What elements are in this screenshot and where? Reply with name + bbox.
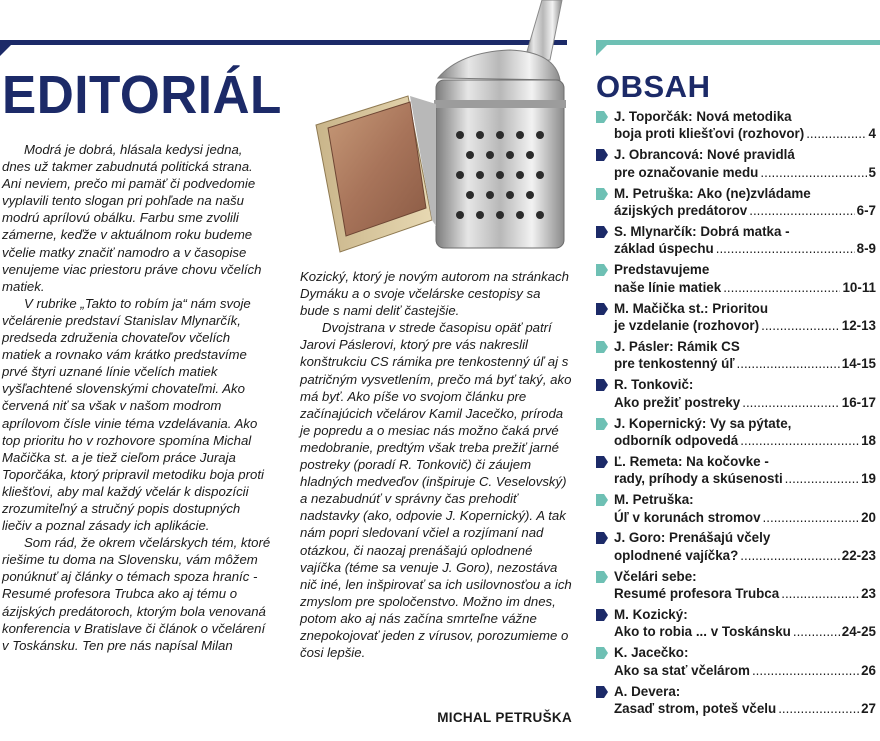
toc-page-number: 24-25 xyxy=(841,624,876,640)
toc-entry-subtitle: ázijských predátorov xyxy=(614,203,748,219)
toc-entry[interactable] xyxy=(596,261,876,296)
header-rule-right-notch xyxy=(596,45,607,56)
toc-entry-title: M. Kozický: xyxy=(614,607,688,623)
table-of-contents xyxy=(596,108,876,721)
editorial-paragraph: Som rád, že okrem včelárskych tém, ktoré riešime tu doma na Slovensku, vám môžem ponúknuť aj články o témach spoza hraníc - Resumé profesora Trubca ako aj tému o ázijských predátoroch, ktorým bola venovaná konferencia v Bratislave či článok o včelárení v Toskánsku. Ten pre nás napísal Milan xyxy=(2,535,271,653)
toc-marker-icon xyxy=(596,264,608,276)
toc-entry[interactable] xyxy=(596,146,876,181)
toc-entry-subtitle: Ako to robia ... v Toskánsku xyxy=(614,624,791,640)
toc-page-number: 23 xyxy=(861,586,876,602)
toc-page-number: 16-17 xyxy=(841,394,876,410)
editorial-column-1 xyxy=(2,141,272,654)
toc-marker-icon xyxy=(596,188,608,200)
toc-dot-leader xyxy=(716,240,855,257)
toc-entry-title: J. Obrancová: Nové pravidlá xyxy=(614,147,795,163)
toc-entry-title: J. Kopernický: Vy sa pýtate, xyxy=(614,415,792,431)
toc-entry-title: J. Toporčák: Nová metodika xyxy=(614,109,792,124)
toc-page-number: 20 xyxy=(861,509,876,525)
toc-entry-subtitle: je vzdelanie (rozhovor) xyxy=(614,317,760,333)
toc-page-number: 18 xyxy=(861,432,876,448)
toc-marker-icon xyxy=(596,686,608,698)
toc-marker-icon xyxy=(596,226,608,238)
toc-dot-leader xyxy=(740,547,839,564)
toc-entry[interactable] xyxy=(596,529,876,564)
toc-marker-icon xyxy=(596,647,608,659)
header-rule-left-notch xyxy=(0,45,11,56)
toc-entry-subtitle: Ako sa stať včelárom xyxy=(614,662,750,678)
toc-entry-subtitle: pre tenkostenný úľ xyxy=(614,356,735,372)
toc-marker-icon xyxy=(596,149,608,161)
toc-entry[interactable] xyxy=(596,644,876,679)
editorial-title: EDITORIÁL xyxy=(2,65,282,125)
editorial-column-2 xyxy=(300,268,572,661)
toc-entry[interactable] xyxy=(596,683,876,718)
toc-page-number: 22-23 xyxy=(841,547,876,563)
toc-entry-title: J. Pásler: Rámik CS xyxy=(614,338,740,354)
toc-marker-icon xyxy=(596,418,608,430)
toc-page-number: 27 xyxy=(861,701,876,717)
toc-entry-title: R. Tonkovič: xyxy=(614,377,694,393)
toc-entry-subtitle: boja proti kliešťovi (rozhovor) xyxy=(614,126,805,142)
toc-entry[interactable] xyxy=(596,185,876,220)
toc-dot-leader xyxy=(778,700,859,717)
toc-dot-leader xyxy=(737,355,840,372)
toc-entry[interactable] xyxy=(596,300,876,335)
toc-entry-title: M. Mačička st.: Prioritou xyxy=(614,300,769,316)
toc-page-number: 10-11 xyxy=(842,279,876,295)
editorial-paragraph: V rubrike „Takto to robím ja“ nám svoje včelárenie predstaví Stanislav Mlynarčík, predseda združenia chovateľov včelích matiek a rovnako vám krátko predstavíme prvé štyri uznané línie včelích matiek vyšľachtené slovenskými chovateľmi. Ako červená niť sa však v našom modrom aprílovom čísle vinie téma vzdelávania. Ako top prioritu ho v rozhovore spomína Michal Mačička st. a je tiež cieľom práce Juraja Toporčáka, ktorý pripravil metodiku boja proti kliešťovi, aby mal každý včelár k dispozícii zrozumiteľný a stručný popis dostupných liečiv a poznal zásady ich aplikácie. xyxy=(2,295,264,534)
toc-page-number: 14-15 xyxy=(841,356,876,372)
toc-marker-icon xyxy=(596,571,608,583)
toc-marker-icon xyxy=(596,609,608,621)
author-signature: MICHAL PETRUŠKA xyxy=(437,710,572,725)
toc-dot-leader xyxy=(793,623,840,640)
toc-entry-subtitle: Zasaď strom, poteš včelu xyxy=(614,701,777,717)
toc-marker-icon xyxy=(596,303,608,315)
toc-entry[interactable] xyxy=(596,491,876,526)
toc-marker-icon xyxy=(596,111,608,123)
toc-dot-leader xyxy=(763,509,860,526)
toc-dot-leader xyxy=(806,125,866,142)
toc-entry[interactable] xyxy=(596,453,876,488)
toc-entry-subtitle: Úľ v korunách stromov xyxy=(614,509,761,525)
toc-page-number: 12-13 xyxy=(841,317,876,333)
toc-entry-subtitle: oplodnené vajíčka? xyxy=(614,547,739,563)
toc-entry-subtitle: Ako prežiť postreky xyxy=(614,394,741,410)
header-rule-right xyxy=(596,40,880,45)
toc-entry-subtitle: rady, príhody a skúsenosti xyxy=(614,471,783,487)
toc-entry-subtitle: základ úspechu xyxy=(614,241,714,257)
bee-smoker-image xyxy=(310,0,580,260)
toc-dot-leader xyxy=(723,279,840,296)
toc-entry-title: Ľ. Remeta: Na kočovke - xyxy=(614,453,769,469)
toc-entry-subtitle: odborník odpovedá xyxy=(614,432,739,448)
toc-dot-leader xyxy=(761,317,840,334)
toc-page-number: 8-9 xyxy=(856,241,876,257)
toc-entry[interactable] xyxy=(596,108,876,143)
toc-dot-leader xyxy=(752,662,859,679)
toc-entry-title: M. Petruška: Ako (ne)zvládame xyxy=(614,185,811,201)
toc-dot-leader xyxy=(742,394,840,411)
toc-entry[interactable] xyxy=(596,338,876,373)
toc-entry-subtitle: Resumé profesora Trubca xyxy=(614,586,780,602)
toc-dot-leader xyxy=(740,432,859,449)
toc-entry[interactable] xyxy=(596,415,876,450)
toc-dot-leader xyxy=(749,202,854,219)
toc-page-number: 5 xyxy=(868,164,876,180)
toc-entry[interactable] xyxy=(596,376,876,411)
editorial-paragraph: Kozický, ktorý je novým autorom na stránkach Dymáku a o svoje včelárske cestopisy sa bude s nami deliť častejšie. xyxy=(300,269,569,319)
toc-entry-title: Včelári sebe: xyxy=(614,568,697,584)
toc-dot-leader xyxy=(760,164,866,181)
toc-entry[interactable] xyxy=(596,606,876,641)
toc-entry-title: S. Mlynarčík: Dobrá matka - xyxy=(614,223,790,239)
toc-entry-title: M. Petruška: xyxy=(614,492,694,508)
toc-entry[interactable] xyxy=(596,223,876,258)
editorial-paragraph: Modrá je dobrá, hlásala kedysi jedna, dnes už takmer zabudnutá politická strana. Ani neviem, prečo mi pamäť či podvedomie vyplavili tento slogan pri pohľade na našu modrú aprílovú obálku. Farbu sme zvolili zámerne, keďže v aktuálnom roku budeme včelie matky značiť namodro a v časopise venujeme viac priestoru práve chovu včelích matiek. xyxy=(2,142,262,294)
toc-page-number: 6-7 xyxy=(856,203,876,219)
toc-entry-subtitle: naše línie matiek xyxy=(614,279,722,295)
toc-marker-icon xyxy=(596,379,608,391)
toc-page-number: 26 xyxy=(861,662,876,678)
toc-page-number: 4 xyxy=(868,126,876,142)
toc-entry-subtitle: pre označovanie medu xyxy=(614,164,759,180)
toc-marker-icon xyxy=(596,494,608,506)
toc-marker-icon xyxy=(596,532,608,544)
toc-page-number: 19 xyxy=(861,471,876,487)
toc-entry[interactable] xyxy=(596,568,876,603)
contents-title: OBSAH xyxy=(596,69,711,104)
toc-entry-title: A. Devera: xyxy=(614,683,681,699)
toc-marker-icon xyxy=(596,341,608,353)
toc-entry-title: K. Jacečko: xyxy=(614,645,689,661)
toc-entry-title: Predstavujeme xyxy=(614,262,710,278)
toc-dot-leader xyxy=(785,470,859,487)
toc-marker-icon xyxy=(596,456,608,468)
toc-entry-title: J. Goro: Prenášajú včely xyxy=(614,530,771,546)
editorial-paragraph: Dvojstrana v strede časopisu opäť patrí Jarovi Páslerovi, ktorý pre vás nakreslil konštrukciu CS rámika pre tenkostenný úľ aj s patričným vysvetlením, prečo má byť taký, ako má byť. Ako píše vo svojom článku pre začínajúcich včelárov Kamil Jacečko, príroda je popredu a o mesiac nás možno čaká prvé medobranie, predtým však treba prežiť jarné postreky (poradí R. Tonkovič) či záujem hladných medveďov (inšpiruje C. Veselovský) a nezabudnúť v správny čas prehodiť nadstavky (ako, odpovie J. Kopernický). A tak nám popri sledovaní včiel a rozjímaní nad otázkou, či naozaj prenášajú oplodnené vajíčka (téme sa venuje J. Goro), nezostáva nič iné, len inšpirovať sa ich usilovnosťou a ich zmyslom pre spoločenstvo. Možno im dnes, potom ako aj nás začína smrteľne vážne znepokojovať jeden z vírusov, porozumieme o čosi lepšie. xyxy=(300,320,572,661)
toc-dot-leader xyxy=(781,585,859,602)
